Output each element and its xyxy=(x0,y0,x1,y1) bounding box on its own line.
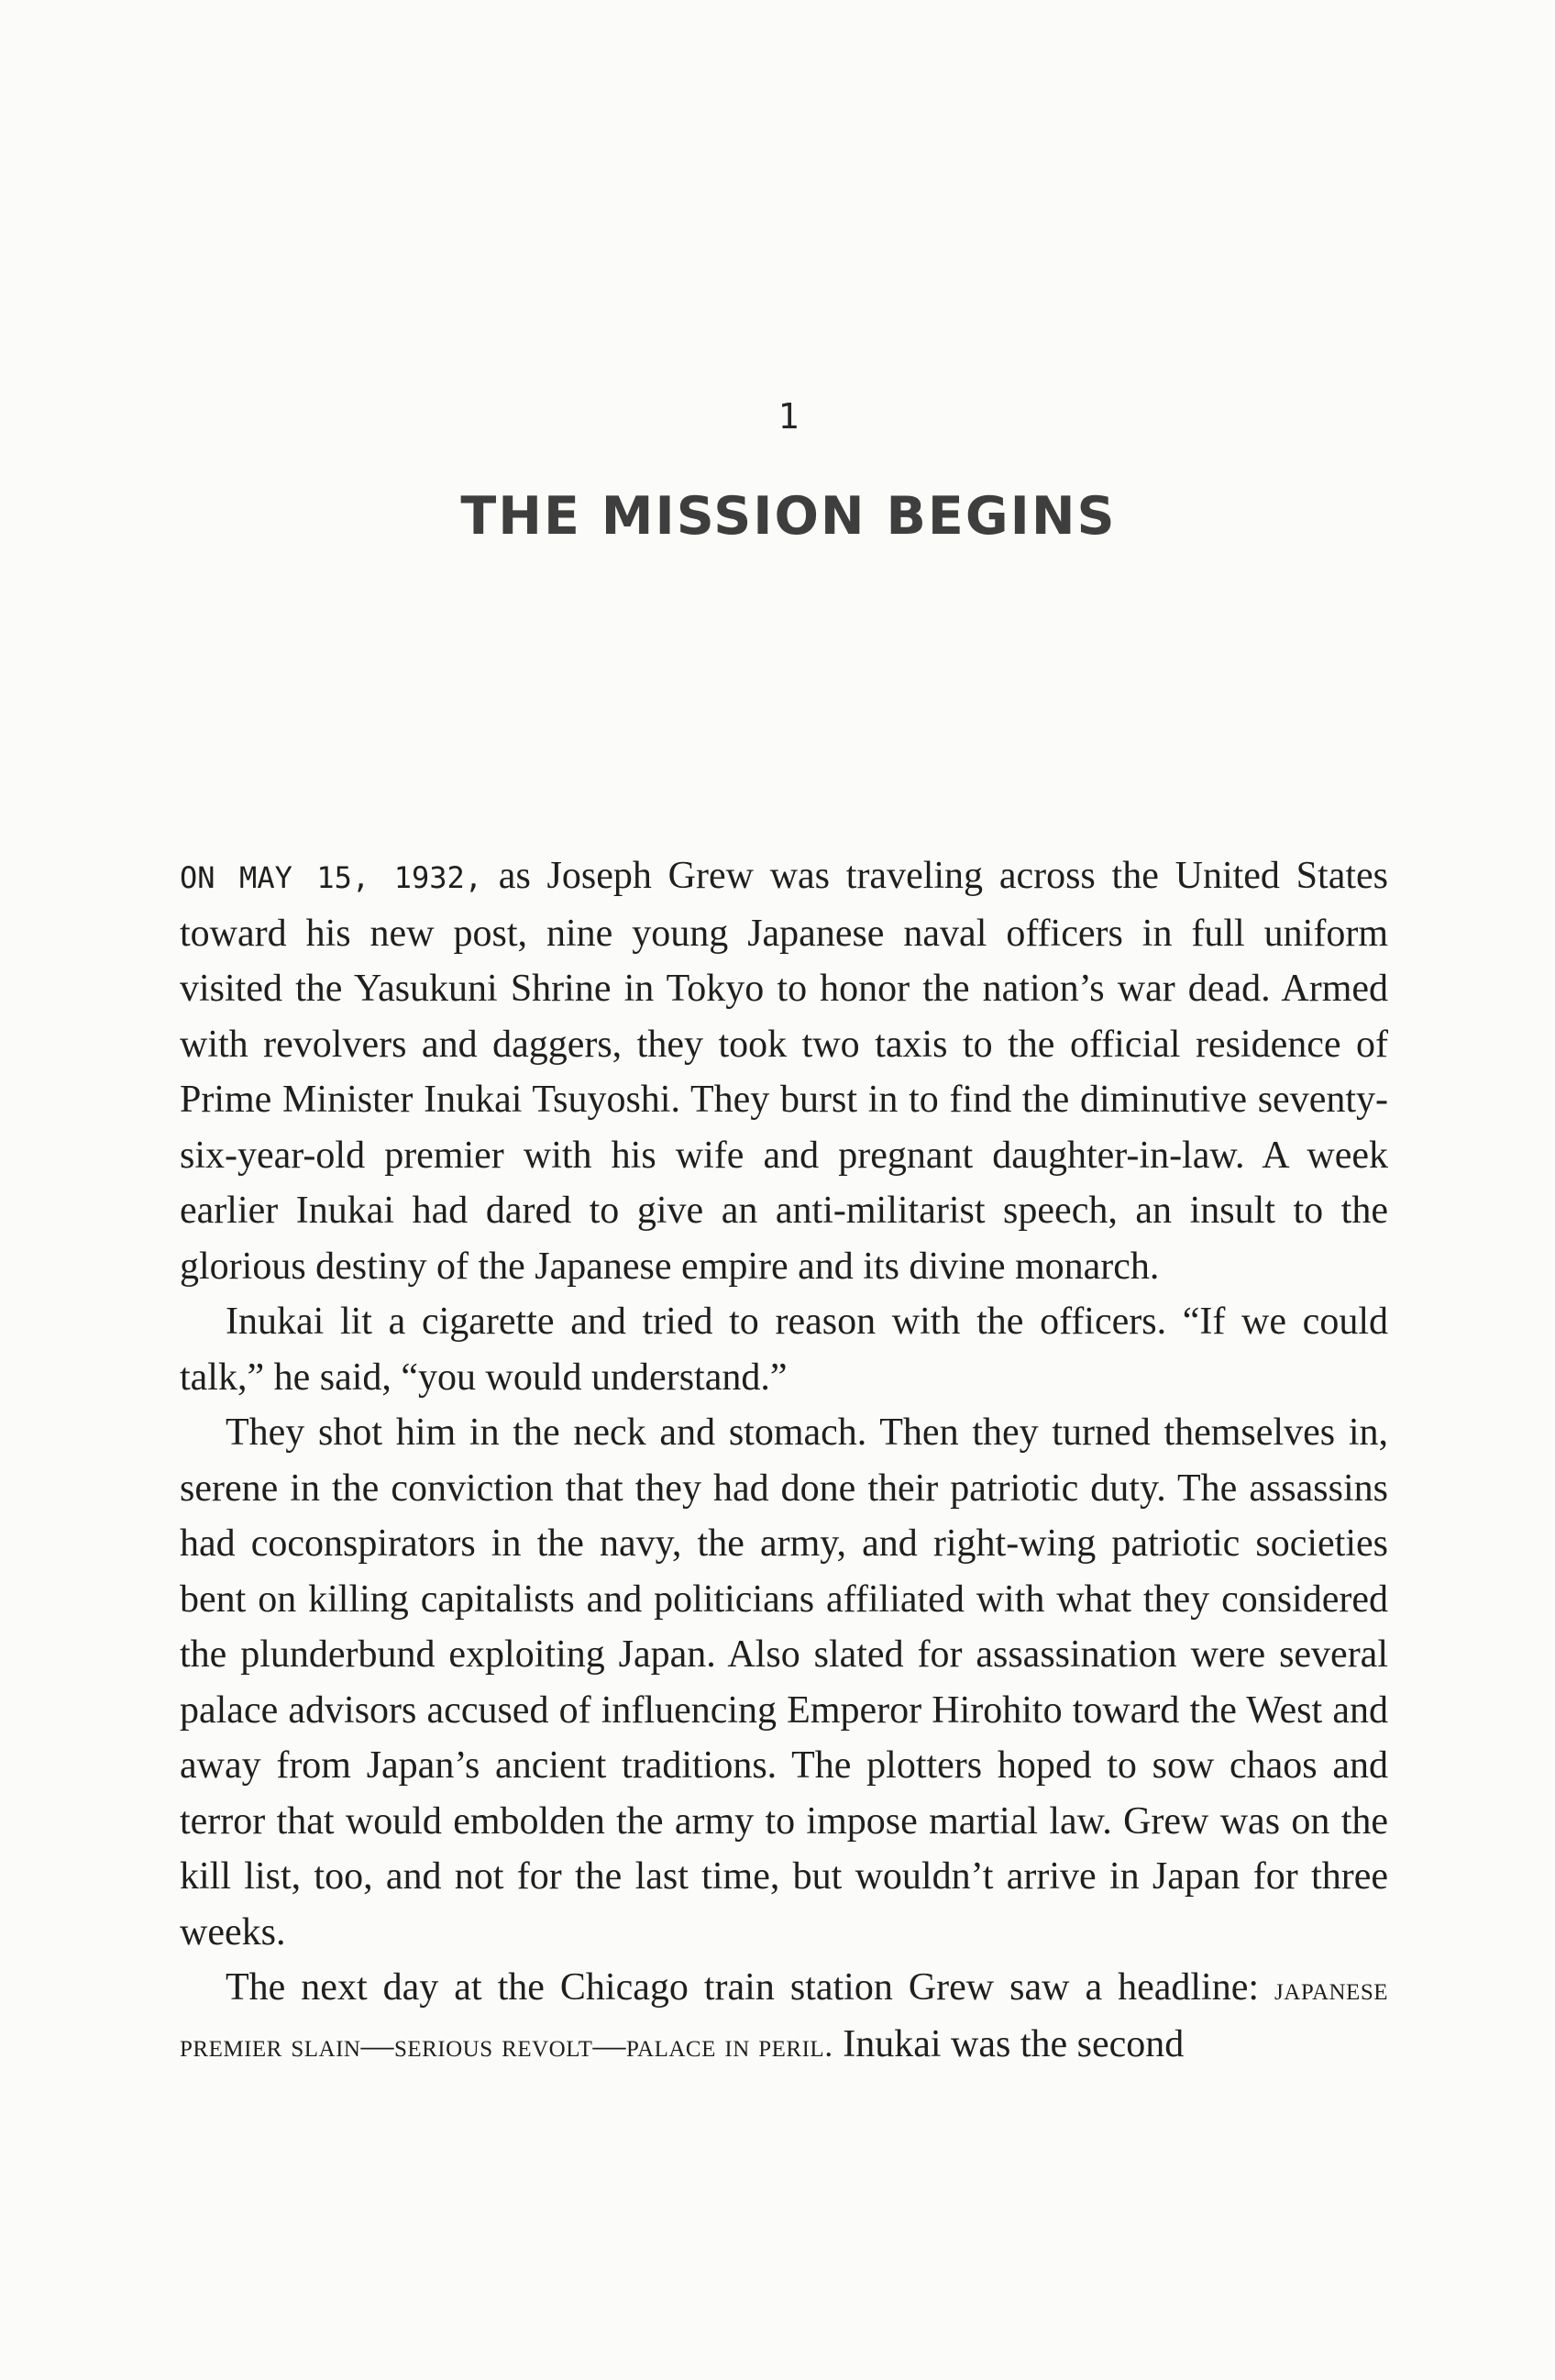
paragraph-3: They shot him in the neck and stomach. Then they turned themselves in, serene in the conviction that they had done their patriotic duty. The assassins had coconspirators in the navy, the army, and right-wing patriotic societies bent on killing capitalists and politicians affiliated with what they considered the plunderbund exploiting Japan. Also slated for assassination were several palace advisors accused of influencing Emperor Hirohito toward the West and away from Japan’s ancient traditions. The plotters hoped to sow chaos and terror that would embolden the army to impose martial law. Grew was on the kill list, too, and not for the last time, but wouldn’t arrive in Japan for three weeks. xyxy=(180,1411,1388,1954)
lead-in-dateline: ON MAY 15, 1932, xyxy=(180,860,483,895)
paragraph-2: Inukai lit a cigarette and tried to reason with the officers. “If we could talk,” he said, “you would understand.” xyxy=(180,1301,1388,1399)
chapter-number: 1 xyxy=(778,396,800,437)
paragraph-4-text-after: Inukai was the second xyxy=(833,2022,1185,2065)
paragraph-1 xyxy=(180,848,1388,1294)
paragraph-1-text: as Joseph Grew was traveling across the United States toward his new post, nine young Japanese naval officers in full uniform visited the Yasukuni Shrine in Tokyo to honor the nation’s war dead. Armed with revolvers and daggers, they took two taxis to the official residence of Prime Minister Inukai Tsuyoshi. They burst in to find the diminutive seventy-six-year-old premier with his wife and pregnant daughter-in-law. A week earlier Inukai had dared to give an anti-militarist speech, an insult to the glorious destiny of the Japanese empire and its divine monarch. xyxy=(180,855,1389,1288)
chapter-title: THE MISSION BEGINS xyxy=(460,486,1117,547)
paragraph-4-text-before: The next day at the Chicago train station Grew saw a headline: xyxy=(226,1966,1275,2009)
paragraph-4 xyxy=(180,1960,1388,2073)
newspaper-headline: japanese premier slain—serious revolt—palace in peril. xyxy=(180,1970,1388,2064)
chapter-body xyxy=(180,848,1388,2073)
